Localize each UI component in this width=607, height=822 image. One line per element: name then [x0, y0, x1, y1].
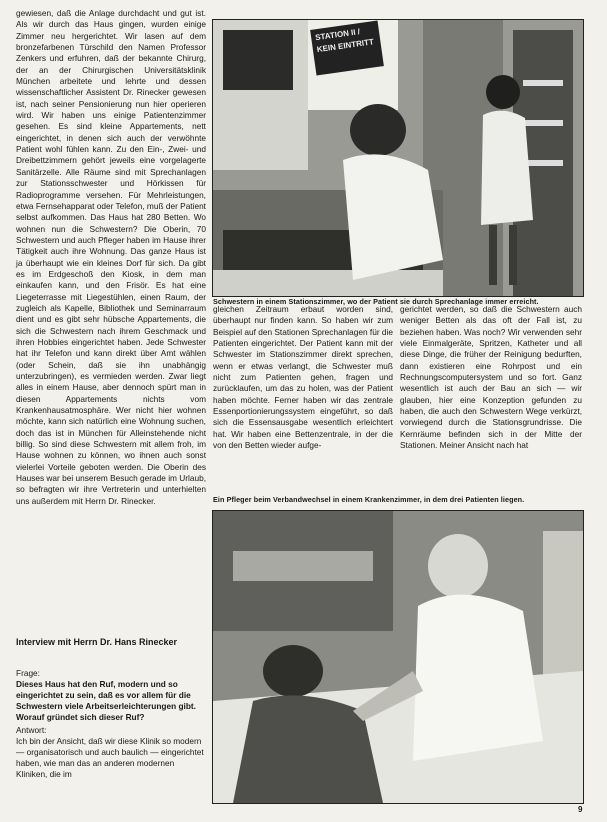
question-label: Frage:	[16, 668, 40, 678]
nurses-station-photo	[212, 19, 584, 297]
answer-label: Antwort:	[16, 725, 47, 735]
right-column-text: gerichtet werden, so daß die Schwestern auch weniger Betten als das oft der Fall ist, zu beziehen haben. Was noch? Wir verwenden sehr viele Einmalgeräte, Spritzen, Katheter und all diese Dinge, die früher der Reinigung bedurften, dann existieren eine Rohrpost und ein Rechnungscomputersystem und so fort. Ganz wesentlich ist auch der Bau an sich — wir glauben, hier eine Konzeption gefunden zu haben, die auch den Schwestern Wege verkürzt, vorwiegend durch die Stationsgrundrisse. Die Kernräume befinden sich in der Mitte der Stationen. Meiner Ansicht nach hat	[400, 304, 582, 451]
right-text-column	[400, 304, 582, 451]
station-sign-text: STATION II / KEIN EINTRITT	[314, 27, 375, 55]
nurses-station-illustration	[213, 20, 583, 296]
left-column-text: gewiesen, daß die Anlage durchdacht und gut ist. Als wir durch das Haus gingen, wurden einige Zimmer neu hergerichtet. Wir lasen auf dem bronzefarbenen Türschild den Namen Professor Zenkers und erfuhren, daß der bekannte Chirurg, der an der Chirurgischen Universitätsklinik München arbeitete und lehrte und dessen wissenschaftlicher Assistent Dr. Rinecker gewesen ist, nach seiner Pensionierung nun hier operieren wird. Wir haben uns einige Patientenzimmer gesehen. Es sind kleine Appartements, nett eingerichtet, in denen sich auch der verwöhnte Patient wohl fühlen kann. Zu den Ein-, Zwei- und Dreibettzimmern gehört jeweils eine vorgelagerte Sanitärzelle. Alle Räume sind mit Sprechanlagen zur Stationsschwester und Hörkissen für Radioprogramme versehen. Für Mehrleistungen, etwa Fernsehapparat oder Telefon, muß der Patient selbst aufkommen. Das Haus hat 280 Betten. Wo wohnen nun die Schwestern? Die Oberin, 70 Schwestern und auch Pfleger haben im Hause ihrer Tätigkeit auch ihre Wohnung. Das ganze Haus ist ja überhaupt wie ein kleines Dorf für sich. Da gibt es im Erdgeschoß den Kiosk, in dem man einkaufen kann, und den Frisör. Es hat eine Liegeterrasse mit Liegestühlen, einen Raum, der zugleich als Kapelle, Bibliothek und Seminarraum dient und es gibt sehr hübsche Appartements, die sich die Schwestern nach ihrem Geschmack und ihren Hobbies eingerichtet haben. Jede Schwester hat ihr Telefon und kann direkt über Amt wählen (oder Schein, daß sie ihn unabhängig unterzubringen), es vermieden werden. Zwar liegt alles in einem Hause, aber dennoch spürt man in diesen Appartements nichts vom Krankenhausatmosphäre. Wer nicht hier wohnen möchte, kann sich natürlich eine Wohnung suchen, doch das ist in München für Alleinstehende nicht billig. So sind diese Schwestern mit allem froh, im Hause wohnen zu können, wo ihnen auch sonst vielerlei Vorteile geboten werden. Die Oberin des Hauses war bei unserem Besuch gerade im Urlaub, so befragten wir ihre Vertreterin und unterhielten uns außerdem mit Herrn Dr. Rinecker.	[16, 8, 207, 506]
interview-question: Dieses Haus hat den Ruf, modern und so eingerichtet zu sein, daß es vor allem für die Schwestern viele Arbeitserleichterungen gibt. Worauf gründet sich dieser Ruf?	[16, 679, 196, 722]
interview-body	[16, 668, 206, 780]
interview-heading: Interview mit Herrn Dr. Hans Rinecker	[16, 637, 178, 647]
station-sign	[310, 20, 384, 75]
caption-top: Schwestern in einem Stationszimmer, wo der Patient sie durch Sprechanlage immer erreicht.	[213, 297, 539, 306]
page-number: 9	[578, 805, 583, 814]
dressing-change-photo	[212, 510, 584, 804]
left-text-column	[16, 8, 206, 507]
middle-text-column	[213, 304, 393, 451]
interview-answer: Ich bin der Ansicht, daß wir diese Klinik so modern — organisatorisch und auch baulich — eingerichtet haben, wie man das an anderen modernen Kliniken, die im	[16, 736, 204, 779]
caption-bottom: Ein Pfleger beim Verbandwechsel in einem Krankenzimmer, in dem drei Patienten liegen.	[213, 495, 525, 504]
middle-column-text: gleichen Zeitraum erbaut worden sind, überhaupt nur finden kann. So haben wir zum Beispiel auf den Stationen Sprechanlagen für die Patienten eingerichtet. Der Patient kann mit der Schwester im Stationszimmer direkt sprechen, wenn er etwas verlangt, die Schwester muß nicht zum Patienten gehen, fragen und zurücklaufen, um das zu holen, was der Patient haben möchte. Ferner haben wir das zentrale Essenportionierungssystem eingeführt, so daß sich die Essensausgabe wesentlich erleichtert hat. Wir haben eine Bettenzentrale, in der die von den Betten wieder aufge-	[213, 304, 393, 451]
dressing-change-illustration	[213, 511, 583, 803]
